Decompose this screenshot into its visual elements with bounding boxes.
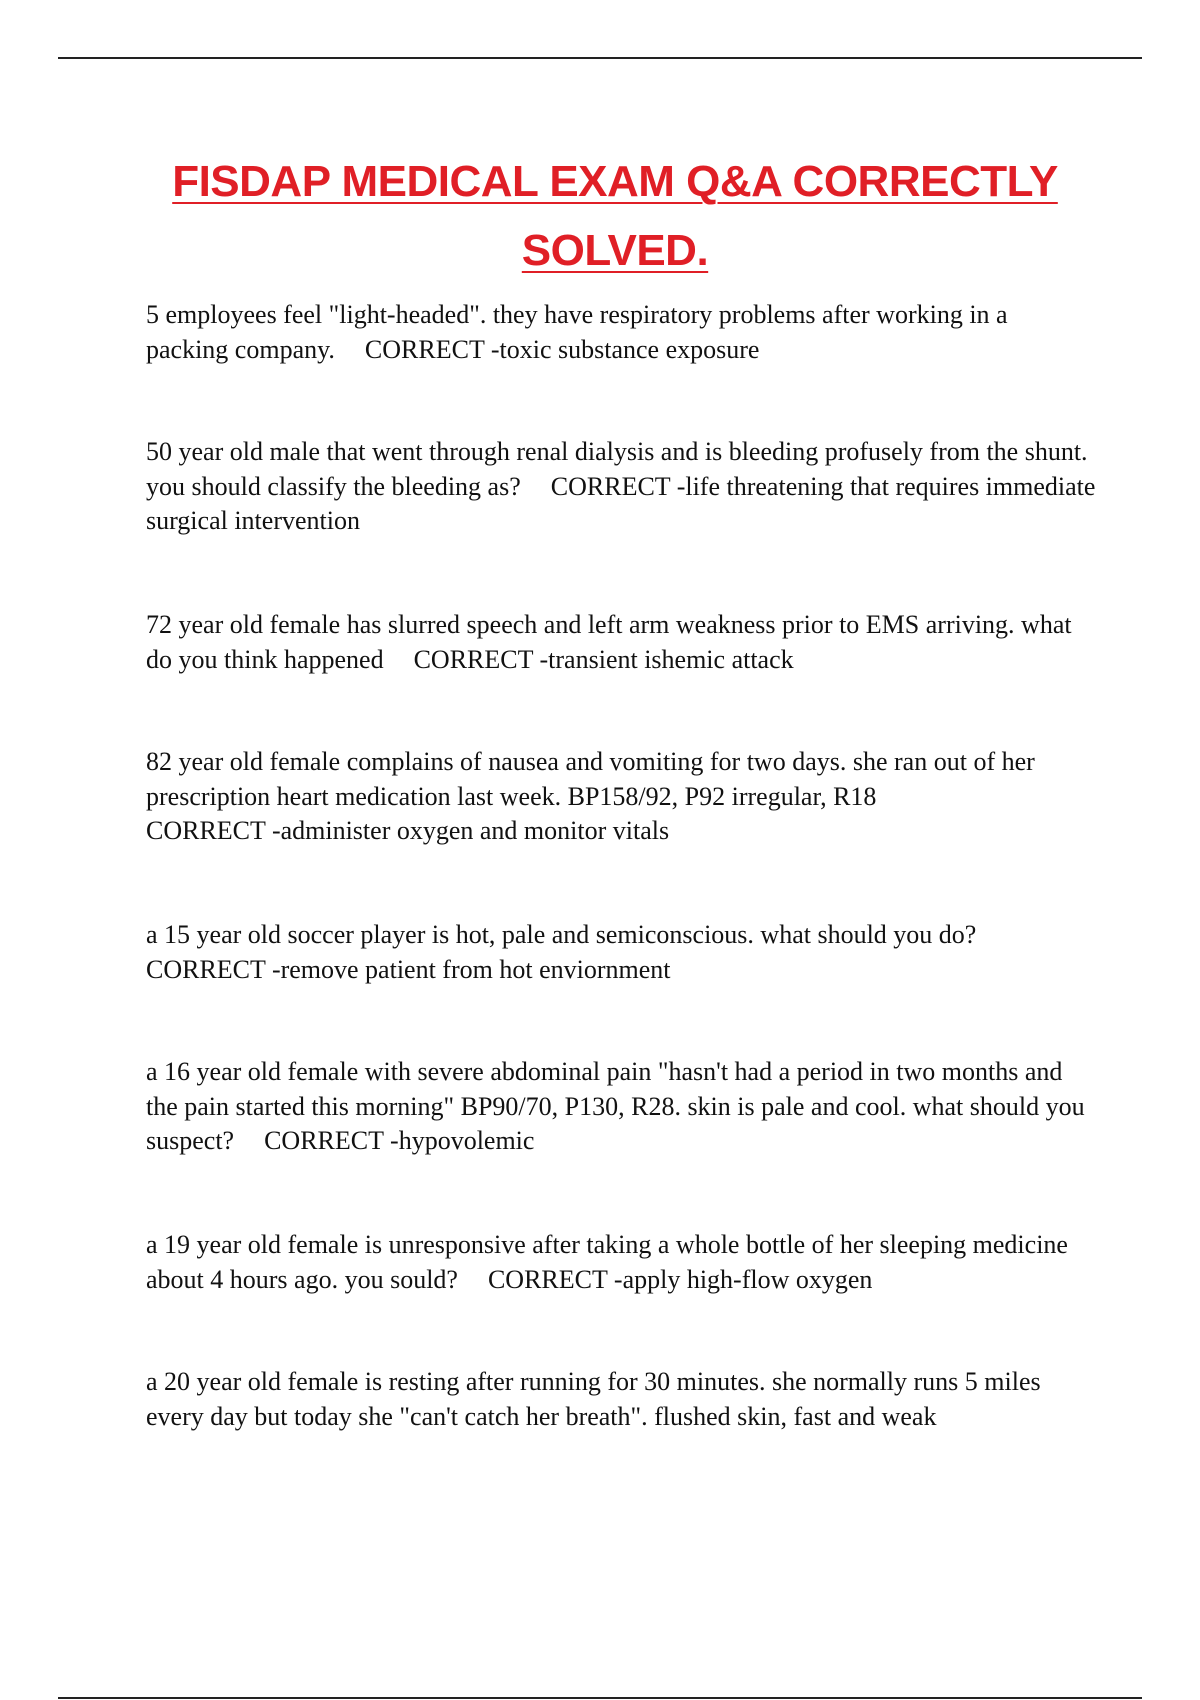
question-text: 5 employees feel "light-headed". they have respiratory problems after working in a packing company. [146,300,1008,364]
answer-text: CORRECT -hypovolemic [264,1126,535,1155]
question-text: 72 year old female has slurred speech and left arm weakness prior to EMS arriving. what do you think happened [146,610,1072,674]
question-text: a 20 year old female is resting after running for 30 minutes. she normally runs 5 miles every day but today she "can't catch her breath". flushed skin, fast and weak [146,1367,1041,1431]
question-text: a 16 year old female with severe abdominal pain "hasn't had a period in two months and the pain started this morning" BP90/70, P130, R28. skin is pale and cool. what should you suspect? [146,1057,1085,1155]
qa-item [146,745,1096,849]
qa-item [146,435,1096,539]
qa-item [146,298,1096,367]
qa-item [146,608,1096,677]
qa-item [146,1365,1096,1434]
question-text: a 19 year old female is unresponsive after taking a whole bottle of her sleeping medicine about 4 hours ago. you sould? [146,1230,1068,1294]
answer-text: CORRECT -toxic substance exposure [364,334,760,364]
answer-text: CORRECT -administer oxygen and monitor vitals [146,816,670,845]
qa-item [146,918,1096,987]
question-text: 50 year old male that went through renal dialysis and is bleeding profusely from the shunt. you should classify the bleeding as? [146,437,1088,501]
question-text: a 15 year old soccer player is hot, pale and semiconscious. what should you do? [146,920,977,949]
qa-item [146,1228,1096,1297]
footer-rule [58,1697,1142,1699]
qa-item [146,1055,1096,1159]
document-title: FISDAP MEDICAL EXAM Q&A CORRECTLY SOLVED. [172,157,1058,275]
answer-text: CORRECT -transient ishemic attack [413,644,794,674]
header-rule [58,57,1142,59]
answer-text: CORRECT -life threatening that requires immediate surgical intervention [146,471,1096,535]
answer-text: CORRECT -apply high-flow oxygen [487,1264,873,1294]
answer-text: CORRECT -remove patient from hot enviornment [146,954,671,984]
question-text: 82 year old female complains of nausea and vomiting for two days. she ran out of her prescription heart medication last week. BP158/92, P92 irregular, R18 [146,747,1035,811]
